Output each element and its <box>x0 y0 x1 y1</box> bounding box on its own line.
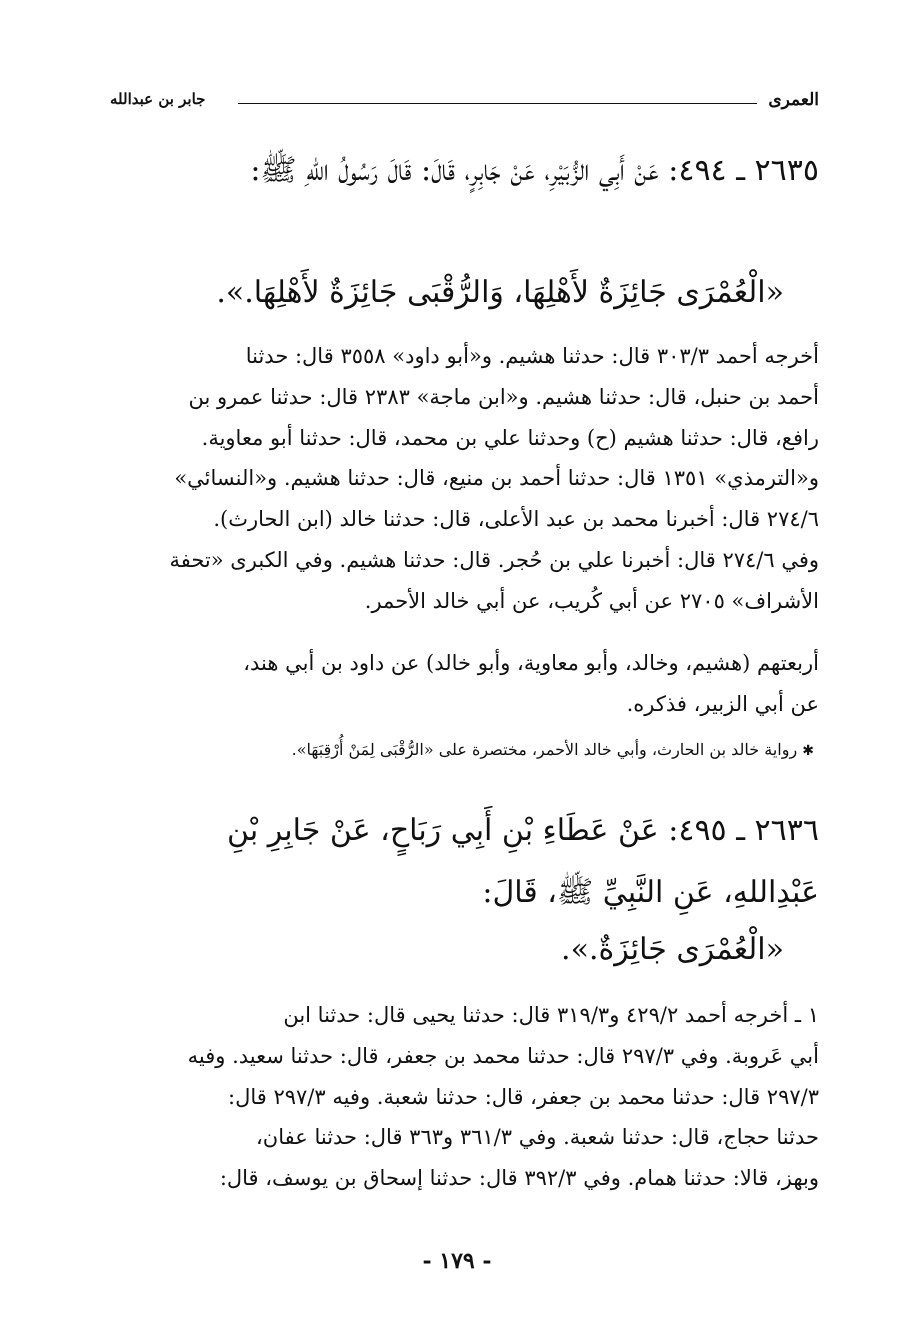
takhrij-line: الأشراف» ٢٧٠٥ عن أبي كُريب، عن أبي خالد الأحمر. <box>364 588 819 613</box>
takhrij-2635-summary <box>110 643 819 725</box>
takhrij-2635 <box>110 336 819 622</box>
takhrij-line: حدثنا حجاج، قال: حدثنا شعبة. وفي ٣٦١/٣ و٣٦٣ قال: حدثنا عفان، <box>256 1125 819 1150</box>
takhrij-2635-note <box>110 738 814 763</box>
takhrij-line: وبهز، قالا: حدثنا همام. وفي ٣٩٢/٣ قال: حدثنا إسحاق بن يوسف، قال: <box>219 1166 819 1191</box>
note-text: رواية خالد بن الحارث، وأبي خالد الأحمر، مختصرة على «الرُّقْبَى لِمَنْ أُرْقِبَهَا». <box>291 740 798 759</box>
takhrij-line: ٢٧٤/٦ قال: أخبرنا محمد بن عبد الأعلى، قال: حدثنا خالد (ابن الحارث). <box>213 507 819 532</box>
takhrij-line: و«الترمذي» ١٣٥١ قال: حدثنا أحمد بن منيع، قال: حدثنا هشيم. و«النسائي» <box>174 466 819 491</box>
summary-line: عن أبي الزبير، فذكره. <box>626 691 819 716</box>
asterisk-icon: ✱ <box>802 743 814 759</box>
takhrij-line: وفي ٢٧٤/٦ قال: أخبرنا علي بن حُجر. قال: حدثنا هشيم. وفي الكبرى «تحفة <box>169 547 819 572</box>
summary-line: أربعتهم (هشيم، وخالد، وأبو معاوية، وأبو خالد) عن داود بن أبي هند، <box>243 651 819 675</box>
hadith-2635-isnad: ٢٦٣٥ ـ ٤٩٤: عَنْ أَبِي الزُّبَيْرِ، عَنْ جَابِرٍ، قَالَ: قَالَ رَسُولُ اللهِ ﷺ: <box>250 153 819 188</box>
isnad-line: ٢٦٣٦ ـ ٤٩٥: عَنْ عَطَاءِ بْنِ أَبِي رَبَاحٍ، عَنْ جَابِرِ بْنِ <box>227 813 819 848</box>
takhrij-line: رافع، قال: حدثنا هشيم (ح) وحدثنا علي بن محمد، قال: حدثنا أبو معاوية. <box>201 425 819 450</box>
hadith-2636-matn: «الْعُمْرَى جَائِزَةٌ.». <box>561 932 784 967</box>
hadith-2635-matn: «الْعُمْرَى جَائِزَةٌ لأَهْلِهَا، وَالرُّقْبَى جَائِزَةٌ لأَهْلِهَا.». <box>216 275 784 310</box>
takhrij-2636 <box>110 995 819 1199</box>
takhrij-line: أحمد بن حنبل، قال: حدثنا هشيم. و«ابن ماجة» ٢٣٨٣ قال: حدثنا عمرو بن <box>188 384 819 409</box>
takhrij-line: ٢٩٧/٣ قال: حدثنا محمد بن جعفر، قال: حدثنا شعبة. وفيه ٢٩٧/٣ قال: <box>228 1084 819 1109</box>
hadith-2636-isnad <box>110 800 819 924</box>
takhrij-line: ١ ـ أخرجه أحمد ٤٢٩/٢ و٣١٩/٣ قال: حدثنا يحيى قال: حدثنا ابن <box>283 1003 819 1027</box>
running-header <box>110 86 819 116</box>
header-topic: العمرى <box>768 90 819 110</box>
takhrij-line: أبي عَروبة. وفي ٢٩٧/٣ قال: حدثنا محمد بن جعفر، قال: حدثنا سعيد. وفيه <box>187 1043 819 1068</box>
page-number: - ١٧٩ - <box>422 1248 492 1274</box>
isnad-line: عَبْدِاللهِ، عَنِ النَّبِيِّ ﷺ، قَالَ: <box>482 875 819 910</box>
takhrij-line: أخرجه أحمد ٣٠٣/٣ قال: حدثنا هشيم. و«أبو داود» ٣٥٥٨ قال: حدثنا <box>245 344 819 368</box>
header-narrator: جابر بن عبدالله <box>110 90 206 108</box>
header-rule <box>238 103 757 104</box>
